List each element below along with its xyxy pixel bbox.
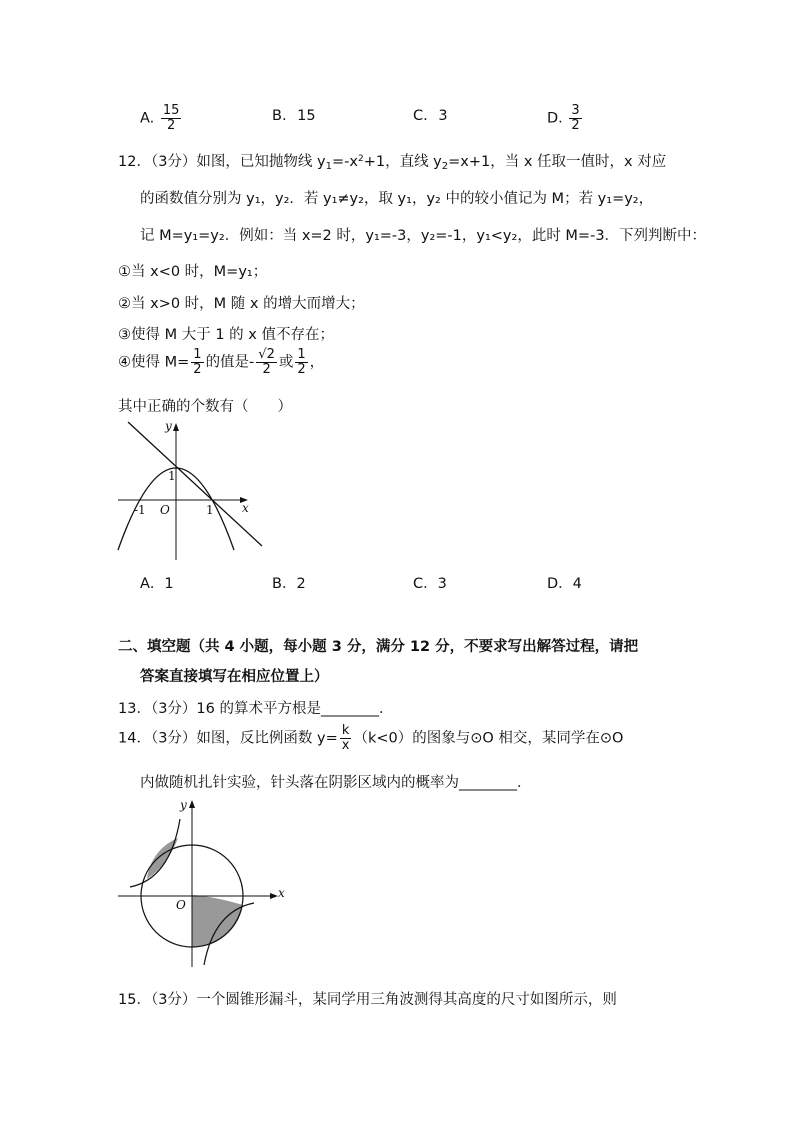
text-run: 的值是- bbox=[205, 354, 255, 371]
fraction bbox=[256, 348, 277, 377]
q12-stem-line2: 的函数值分别为 y₁，y₂．若 y₁≠y₂，取 y₁，y₂ 中的较小值记为 M；若 y₁=y₂， bbox=[140, 191, 654, 207]
text-run: =x+1，当 x 任取一值时，x 对应 bbox=[448, 154, 667, 170]
q12-parabola-line-graph bbox=[110, 418, 270, 566]
fraction bbox=[340, 724, 352, 753]
option-value: 15 bbox=[297, 108, 316, 124]
section-heading-line2: 答案直接填写在相应位置上） bbox=[140, 669, 329, 685]
q15-text: 15．（3分）一个圆锥形漏斗，某同学用三角波测得其高度的尺寸如图所示，则 bbox=[118, 992, 617, 1008]
graph-label-one-y: 1 bbox=[168, 469, 176, 483]
fraction-denominator: 2 bbox=[262, 362, 271, 377]
fraction bbox=[161, 104, 182, 133]
text-run: （k<0）的图象与⊙O 相交，某同学在⊙O bbox=[353, 730, 624, 747]
subscript: 1 bbox=[325, 161, 332, 172]
q11-option-d bbox=[547, 104, 584, 133]
fraction-numerator: k bbox=[341, 723, 350, 738]
fraction-denominator: 2 bbox=[167, 118, 176, 133]
q12-statement-2: ②当 x>0 时，M 随 x 的增大而增大； bbox=[118, 296, 365, 312]
fraction-numerator: 1 bbox=[193, 347, 202, 362]
section-heading-line1: 二、填空题（共 4 小题，每小题 3 分，满分 12 分，不要求写出解答过程，请把 bbox=[118, 639, 639, 655]
graph-label-y: y bbox=[165, 419, 172, 433]
option-label: C. bbox=[413, 108, 428, 124]
fraction-numerator: 3 bbox=[571, 103, 580, 118]
q13-text: 13．（3分）16 的算术平方根是________． bbox=[118, 701, 394, 717]
q12-option-a: A．1 bbox=[140, 576, 174, 592]
graph-label-neg-one: -1 bbox=[134, 503, 146, 517]
straight-line bbox=[128, 422, 262, 546]
option-label: D. bbox=[547, 110, 563, 127]
fraction-numerator: 1 bbox=[297, 347, 306, 362]
q12-option-b: B．2 bbox=[272, 576, 306, 592]
q14-line1 bbox=[118, 724, 623, 753]
q11-option-a bbox=[140, 104, 183, 133]
fraction-denominator: 2 bbox=[571, 118, 580, 133]
q12-statement-3: ③使得 M 大于 1 的 x 值不存在； bbox=[118, 327, 334, 343]
fraction-denominator: 2 bbox=[297, 362, 306, 377]
fraction-denominator: x bbox=[341, 738, 350, 753]
option-value: 3 bbox=[438, 108, 448, 124]
graph-label-one-x: 1 bbox=[206, 503, 214, 517]
q11-option-b bbox=[272, 108, 316, 124]
graph-label-origin: O bbox=[160, 503, 170, 517]
y-axis-arrow bbox=[173, 423, 179, 431]
q12-statement-4 bbox=[118, 348, 324, 377]
option-label: B. bbox=[272, 108, 287, 124]
graph-label-x: x bbox=[278, 886, 285, 900]
q12-stem-line1 bbox=[118, 150, 666, 172]
text-run: ， bbox=[309, 354, 325, 371]
fraction-numerator: √2 bbox=[258, 347, 275, 362]
q12-stem-line3: 记 M=y₁=y₂．例如：当 x=2 时，y₁=-3，y₂=-1，y₁<y₂，此时 M=-3．下列判断中： bbox=[140, 228, 707, 244]
q14-line2: 内做随机扎针实验，针头落在阴影区域内的概率为________． bbox=[140, 775, 532, 791]
graph-label-x: x bbox=[242, 501, 249, 515]
y-axis-arrow bbox=[189, 800, 195, 808]
fraction-denominator: 2 bbox=[193, 362, 202, 377]
fraction bbox=[295, 348, 307, 377]
graph-label-origin: O bbox=[176, 898, 186, 912]
q12-option-c: C．3 bbox=[413, 576, 447, 592]
option-label: A. bbox=[140, 110, 155, 127]
graph-label-y: y bbox=[180, 798, 187, 812]
shaded-region-lower-right bbox=[192, 895, 243, 947]
q12-option-d: D．4 bbox=[547, 576, 582, 592]
superscript: 2 bbox=[357, 154, 364, 164]
q14-circle-hyperbola-graph bbox=[112, 795, 292, 973]
q12-question: 其中正确的个数有（ ） bbox=[118, 399, 292, 415]
text-run: 14．（3分）如图，反比例函数 y= bbox=[118, 730, 338, 747]
text-run: 或 bbox=[278, 354, 294, 371]
q12-statement-1: ①当 x<0 时，M=y₁； bbox=[118, 264, 268, 280]
text-run: =-x bbox=[332, 154, 358, 170]
text-run: 12．（3分）如图，已知抛物线 y bbox=[118, 154, 326, 170]
hyperbola-branch-upper bbox=[130, 819, 180, 887]
text-run: +1，直线 y bbox=[363, 154, 442, 170]
text-run: ④使得 M= bbox=[118, 354, 190, 371]
fraction bbox=[569, 104, 581, 133]
fraction-numerator: 15 bbox=[162, 103, 180, 118]
subscript: 2 bbox=[441, 161, 449, 172]
x-axis-arrow bbox=[270, 893, 278, 899]
fraction bbox=[191, 348, 203, 377]
q11-option-c bbox=[413, 108, 448, 124]
